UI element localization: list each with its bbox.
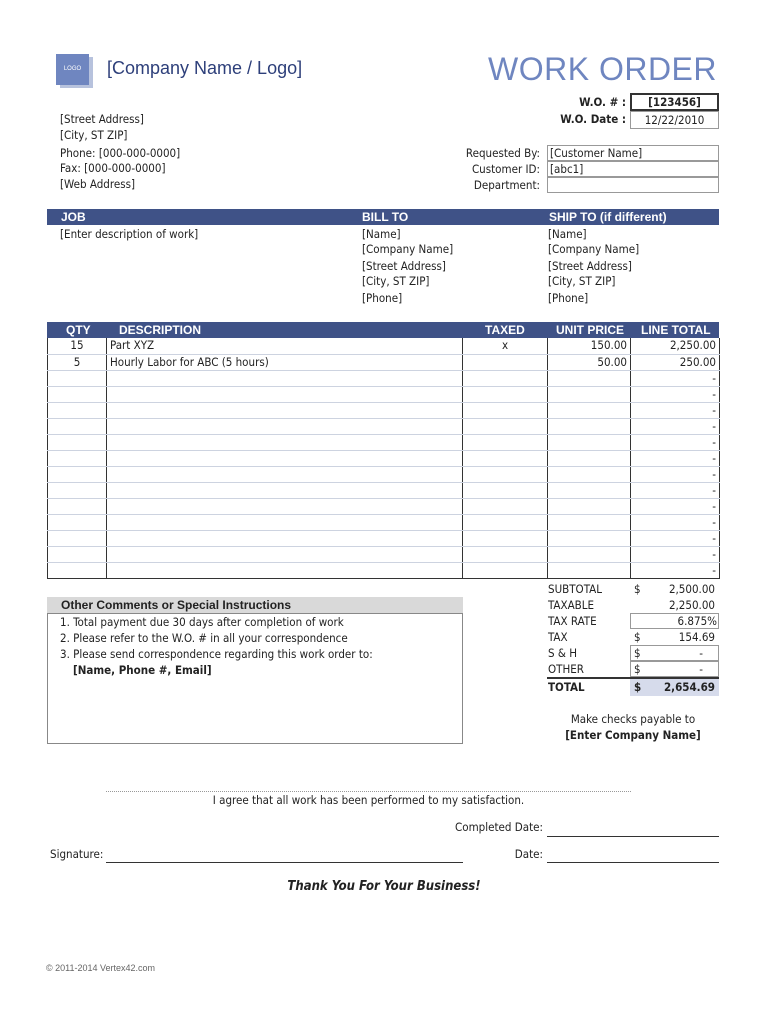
subtotal-row (547, 581, 719, 597)
table-row (48, 354, 720, 370)
item-qty[interactable] (48, 514, 107, 530)
signature-line[interactable] (106, 861, 463, 863)
tax-rate-label: TAX RATE (548, 614, 597, 628)
taxable-label: TAXABLE (548, 598, 595, 612)
table-row (48, 402, 720, 418)
item-description[interactable] (107, 498, 463, 514)
company-name: [Company Name / Logo] (107, 58, 303, 78)
item-qty[interactable] (48, 450, 107, 466)
department-field[interactable] (547, 177, 719, 193)
item-unit-price[interactable]: 150.00 (548, 338, 631, 354)
sh-field[interactable] (630, 645, 719, 661)
completed-date-line[interactable] (547, 835, 719, 837)
item-taxed[interactable] (463, 402, 548, 418)
taxable-value: 2,250.00 (668, 598, 715, 612)
other-field[interactable] (630, 661, 719, 677)
subtotal-label: SUBTOTAL (548, 582, 602, 596)
item-qty[interactable]: 5 (48, 354, 107, 370)
item-taxed[interactable] (463, 450, 548, 466)
item-qty[interactable] (48, 402, 107, 418)
item-qty[interactable] (48, 562, 107, 578)
item-unit-price[interactable] (548, 418, 631, 434)
table-row (48, 562, 720, 578)
total-value: 2,654.69 (663, 680, 715, 694)
requested-by-label: Requested By: (465, 146, 540, 160)
thank-you: Thank You For Your Business! (287, 879, 481, 894)
total-row (547, 679, 719, 696)
logo-icon: LOGO (56, 54, 89, 85)
department-label: Department: (473, 178, 540, 192)
table-row (48, 450, 720, 466)
item-description[interactable] (107, 466, 463, 482)
col-line-total: LINE TOTAL (641, 323, 711, 337)
item-unit-price[interactable] (548, 450, 631, 466)
total-label: TOTAL (548, 680, 585, 694)
item-unit-price[interactable] (548, 370, 631, 386)
item-line-total[interactable]: - (631, 434, 720, 450)
item-line-total[interactable]: 2,250.00 (631, 338, 720, 354)
item-qty[interactable] (48, 386, 107, 402)
item-line-total[interactable]: - (631, 386, 720, 402)
item-unit-price[interactable] (548, 546, 631, 562)
item-taxed[interactable] (463, 354, 548, 370)
col-description: DESCRIPTION (119, 323, 202, 337)
item-description[interactable] (107, 418, 463, 434)
subtotal-value: 2,500.00 (668, 582, 715, 596)
table-row (48, 370, 720, 386)
item-line-total[interactable]: - (631, 418, 720, 434)
item-qty[interactable] (48, 370, 107, 386)
item-line-total[interactable]: - (631, 370, 720, 386)
bill-to-city: [City, ST ZIP] (362, 274, 430, 288)
item-taxed[interactable] (463, 482, 548, 498)
item-line-total[interactable]: 250.00 (631, 354, 720, 370)
item-qty[interactable]: 15 (48, 338, 107, 354)
other-currency: $ (634, 662, 641, 676)
job-description: [Enter description of work] (60, 227, 199, 241)
item-description[interactable] (107, 562, 463, 578)
item-description[interactable]: Part XYZ (107, 338, 463, 354)
comments-box[interactable] (47, 613, 463, 744)
table-row (48, 530, 720, 546)
section-header-bar (47, 209, 719, 225)
item-taxed[interactable] (463, 434, 548, 450)
wo-date-field[interactable]: 12/22/2010 (630, 111, 719, 129)
item-unit-price[interactable] (548, 498, 631, 514)
item-qty[interactable] (48, 546, 107, 562)
item-taxed[interactable] (463, 370, 548, 386)
item-description[interactable]: Hourly Labor for ABC (5 hours) (107, 354, 463, 370)
tax-rate-row (547, 613, 719, 629)
date-label: Date: (514, 847, 543, 861)
company-fax: Fax: [000-000-0000] (60, 161, 166, 175)
item-description[interactable] (107, 514, 463, 530)
item-qty[interactable] (48, 498, 107, 514)
item-qty[interactable] (48, 418, 107, 434)
tax-value: 154.69 (678, 630, 715, 644)
page-title: WORK ORDER (488, 51, 717, 87)
comments-header (47, 597, 463, 614)
item-description[interactable] (107, 402, 463, 418)
comments-title: Other Comments or Special Instructions (61, 598, 292, 612)
item-description[interactable] (107, 434, 463, 450)
ship-to-company: [Company Name] (548, 242, 640, 256)
bill-to-company: [Company Name] (362, 242, 454, 256)
col-unit-price: UNIT PRICE (556, 323, 625, 337)
table-row (48, 466, 720, 482)
completed-date-label: Completed Date: (455, 820, 543, 834)
tax-row (547, 629, 719, 645)
agreement-text: I agree that all work has been performed to my satisfaction. (212, 793, 525, 807)
sh-currency: $ (634, 646, 641, 660)
item-taxed[interactable] (463, 498, 548, 514)
ship-to-street: [Street Address] (548, 259, 632, 273)
item-description[interactable] (107, 546, 463, 562)
job-header: JOB (61, 210, 86, 224)
item-description[interactable] (107, 450, 463, 466)
copyright: © 2011-2014 Vertex42.com (46, 963, 156, 973)
company-address-line-1: [Street Address] (60, 112, 144, 126)
table-row (48, 514, 720, 530)
item-unit-price[interactable] (548, 482, 631, 498)
customer-id-label: Customer ID: (471, 162, 540, 176)
customer-id-field[interactable]: [abc1] (547, 161, 719, 177)
item-line-total[interactable]: - (631, 514, 720, 530)
other-value: - (699, 662, 703, 676)
payable-label: Make checks payable to (570, 712, 696, 726)
comment-line-1: 1. Total payment due 30 days after completion of work (60, 615, 344, 629)
table-row (48, 386, 720, 402)
requested-by-field[interactable]: [Customer Name] (547, 145, 719, 161)
item-line-total[interactable]: - (631, 546, 720, 562)
items-table (47, 338, 720, 579)
table-row (48, 546, 720, 562)
table-row (48, 418, 720, 434)
ship-to-city: [City, ST ZIP] (548, 274, 616, 288)
item-taxed[interactable]: x (463, 338, 548, 354)
ship-to-phone: [Phone] (548, 291, 589, 305)
item-taxed[interactable] (463, 514, 548, 530)
item-unit-price[interactable] (548, 530, 631, 546)
item-line-total[interactable]: - (631, 450, 720, 466)
item-taxed[interactable] (463, 562, 548, 578)
company-web: [Web Address] (60, 177, 136, 191)
sh-value: - (699, 646, 703, 660)
company-phone: Phone: [000-000-0000] (60, 146, 181, 160)
item-qty[interactable] (48, 482, 107, 498)
payable-name: [Enter Company Name] (565, 728, 701, 742)
signature-label: Signature: (50, 847, 104, 861)
company-address-line-2: [City, ST ZIP] (60, 128, 128, 142)
tax-label: TAX (548, 630, 568, 644)
table-row (48, 482, 720, 498)
table-row (48, 498, 720, 514)
table-row (48, 434, 720, 450)
item-line-total[interactable]: - (631, 498, 720, 514)
other-label: OTHER (548, 662, 584, 676)
item-line-total[interactable]: - (631, 466, 720, 482)
item-taxed[interactable] (463, 386, 548, 402)
tax-rate-value: 6.875% (677, 614, 717, 628)
item-taxed[interactable] (463, 546, 548, 562)
wo-date-label: W.O. Date : (560, 112, 626, 126)
bill-to-header: BILL TO (362, 210, 409, 224)
tax-currency: $ (634, 630, 641, 644)
subtotal-currency: $ (634, 582, 641, 596)
item-qty[interactable] (48, 466, 107, 482)
total-currency: $ (634, 680, 642, 694)
item-taxed[interactable] (463, 530, 548, 546)
item-unit-price[interactable]: 50.00 (548, 354, 631, 370)
item-taxed[interactable] (463, 418, 548, 434)
wo-number-field[interactable]: [123456] (630, 93, 719, 111)
other-row (547, 661, 719, 677)
date-line[interactable] (547, 861, 719, 863)
item-unit-price[interactable] (548, 434, 631, 450)
items-header-bar (47, 322, 719, 338)
item-unit-price[interactable] (548, 386, 631, 402)
col-qty: QTY (66, 323, 91, 337)
taxable-row (547, 597, 719, 613)
item-line-total[interactable]: - (631, 402, 720, 418)
item-description[interactable] (107, 370, 463, 386)
item-line-total[interactable]: - (631, 562, 720, 578)
comment-line-4: [Name, Phone #, Email] (73, 663, 212, 677)
bill-to-phone: [Phone] (362, 291, 403, 305)
item-description[interactable] (107, 386, 463, 402)
comment-line-3: 3. Please send correspondence regarding this work order to: (60, 647, 373, 661)
item-qty[interactable] (48, 434, 107, 450)
item-description[interactable] (107, 482, 463, 498)
item-unit-price[interactable] (548, 466, 631, 482)
wo-number-label: W.O. # : (579, 95, 626, 109)
item-unit-price[interactable] (548, 402, 631, 418)
bill-to-street: [Street Address] (362, 259, 446, 273)
item-qty[interactable] (48, 530, 107, 546)
sh-label: S & H (548, 646, 577, 660)
sh-row (547, 645, 719, 661)
item-line-total[interactable]: - (631, 482, 720, 498)
item-taxed[interactable] (463, 466, 548, 482)
table-row (48, 338, 720, 354)
ship-to-name: [Name] (548, 227, 587, 241)
item-description[interactable] (107, 530, 463, 546)
ship-to-header: SHIP TO (if different) (549, 210, 667, 224)
item-unit-price[interactable] (548, 514, 631, 530)
comment-line-2: 2. Please refer to the W.O. # in all your correspondence (60, 631, 348, 645)
col-taxed: TAXED (485, 323, 525, 337)
bill-to-name: [Name] (362, 227, 401, 241)
item-unit-price[interactable] (548, 562, 631, 578)
item-line-total[interactable]: - (631, 530, 720, 546)
